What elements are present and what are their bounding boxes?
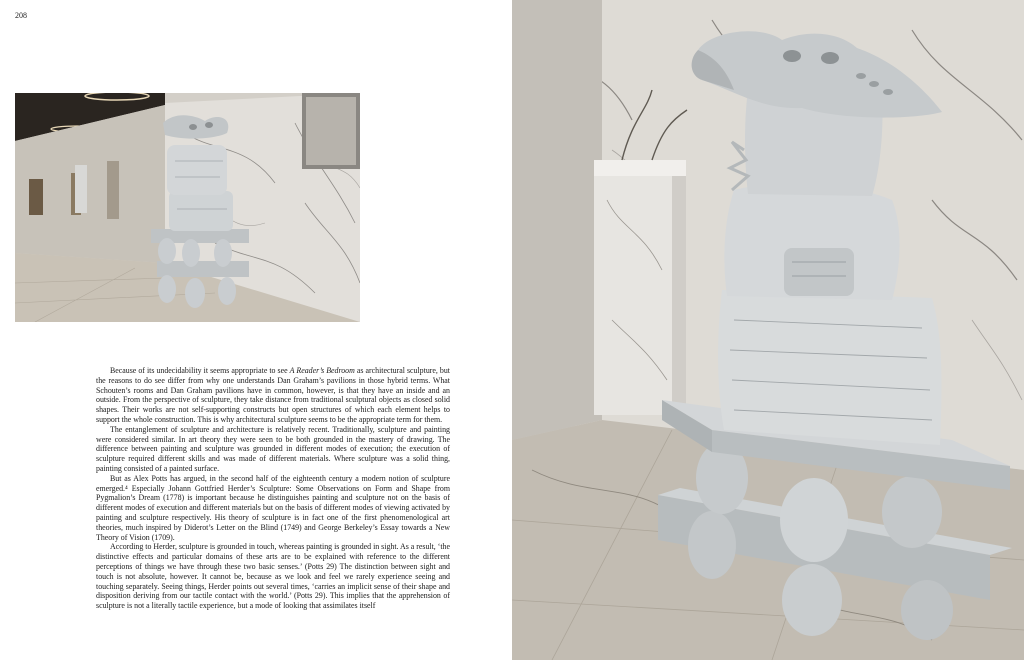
hallway-photo-illustration	[15, 93, 360, 322]
paragraph-4: According to Herder, sculpture is grounded in touch, whereas painting is grounded in sight. As a result, ‘the distinctive effects and particular domains of these arts are to be explained with reference to the different perceptions of things we have through these two basic senses.’ (Potts 29) The distinction between sight and touch is not absolute, however. It cannot be, because as we look and feel we rarely experience seeing and touching separately. Seeing things, Herder points out several times, ‘carries an implicit sense of their shape and disposition deriving from our tactile contact with the world.’ (Potts 29). This implies that the apprehension of sculpture is not a literally tactile experience, but a mode of looking that assimilates itself	[96, 542, 451, 611]
paragraph-1-end: as architectural sculpture, but the reasons to do see differ from why one understands Dan Graham’s pavilions in those hybrid terms. What Schouten’s rooms and Dan Graham pavilions have in common, however, is that they have an inside and an outside. From the perspective of sculpture, they take distance from traditional sculptural objects as closed solid shapes. Their works are not self-supporting constructs but open structures of which each element helps to support the whole construction. This is why architectural sculpture seems to be the appropriate term for them.	[96, 366, 451, 424]
paragraph-1-start: Because of its undecidability it seems appropriate to see	[110, 366, 290, 375]
paragraph-1	[96, 366, 450, 425]
page-number: 208	[15, 11, 27, 20]
photo-hallway-sculpture	[15, 93, 360, 322]
paragraph-2: The entanglement of sculpture and architecture is relatively recent. Traditionally, sculpture and painting were considered similar. In art theory they were seen to be both grounded in the mastery of drawing. The difference between painting and sculpture was grounded in different modes of execution; the execution of sculpture required different skills and was made of different materials. Where sculpture was a solid thing, painting consisted of a painted surface.	[96, 424, 450, 473]
photo-sculpture-closeup	[512, 0, 1024, 660]
article-text	[96, 366, 450, 611]
sculpture-closeup-illustration	[512, 0, 1024, 660]
paragraph-3: But as Alex Potts has argued, in the second half of the eighteenth century a modern notion of sculpture emerged.⁴ Especially Johann Gottfried Herder’s Sculpture: Some Observations on Form and Shape from Pygmalion’s Dream (1778) is important because he distinguishes painting and sculpture not on the basis of different modes of execution and different materials but on the basis of different modes of viewing activated by painting and sculpture respectively. His theory of sculpture is in fact one of the first phenomenological art theories, much inspired by Diderot’s Letter on the Blind (1749) and George Berkeley’s Essay towards a New Theory of Vision (1709).	[96, 473, 450, 542]
work-title: A Reader’s Bedroom	[289, 366, 355, 375]
